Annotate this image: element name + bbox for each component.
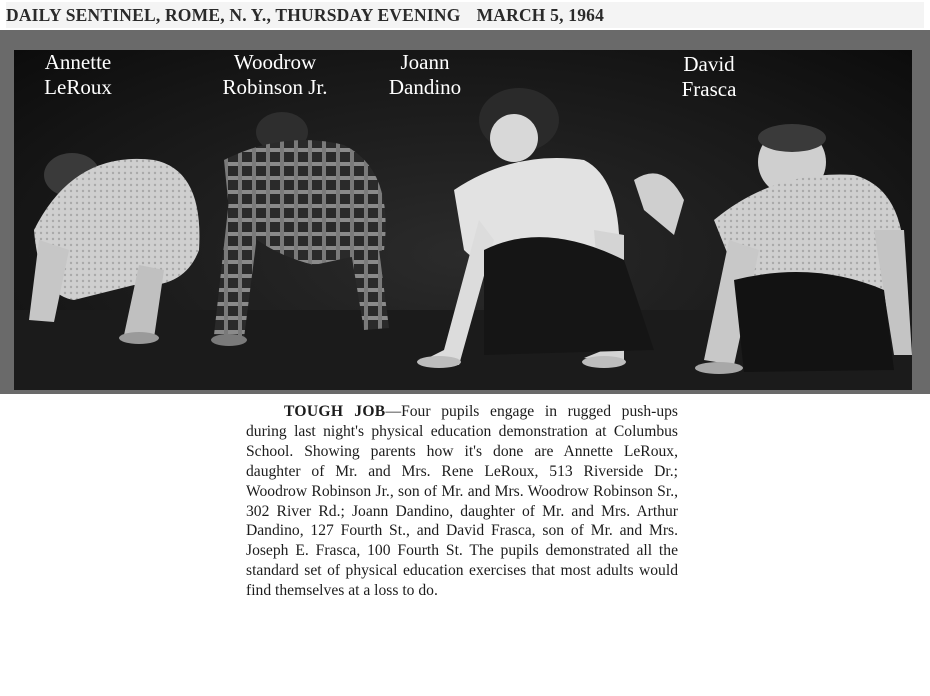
photo-caption	[246, 402, 678, 601]
caption-body: —Four pupils engage in rugged push-ups during last night's physical education demonstration at Columbus School. Showing parents how it's done are Annette LeRoux, daughter of Mr. and Mrs. Rene LeRoux, 513 Riverside Dr.; Woodrow Robinson Jr., son of Mr. and Mrs. Woodrow Robinson Sr., 302 River Rd.; Joann Dandino, daughter of Mr. and Mrs. Arthur Dandino, 127 Fourth St., and David Frasca, son of Mr. and Mrs. Joseph E. Frasca, 100 Fourth St. The pupils demonstrated all the standard set of physical education exercises that most adults would find themselves at a loss to do.	[246, 403, 678, 600]
photo-label-annette	[38, 50, 118, 100]
caption-headline: TOUGH JOB	[284, 403, 386, 420]
label-line-2: Dandino	[388, 75, 462, 99]
label-line-2: Frasca	[681, 77, 737, 101]
label-line-2: LeRoux	[44, 75, 112, 99]
photo-illustration	[14, 50, 912, 390]
label-line-1: Annette	[44, 50, 112, 74]
photo-label-woodrow	[210, 50, 340, 100]
news-photograph	[14, 50, 912, 390]
figure-joann	[417, 88, 684, 368]
newspaper-masthead	[6, 2, 924, 28]
label-line-1: David	[683, 52, 735, 76]
label-line-1: Joann	[400, 50, 450, 74]
label-line-2: Robinson Jr.	[222, 75, 328, 99]
masthead-paper-name: DAILY SENTINEL, ROME, N. Y., THURSDAY EVENING	[6, 5, 461, 25]
photo-label-david	[669, 52, 749, 102]
label-line-1: Woodrow	[233, 50, 317, 74]
figure-david	[695, 124, 912, 374]
photo-frame	[0, 30, 930, 394]
photo-label-joann	[380, 50, 470, 100]
masthead-date: MARCH 5, 1964	[476, 5, 605, 25]
